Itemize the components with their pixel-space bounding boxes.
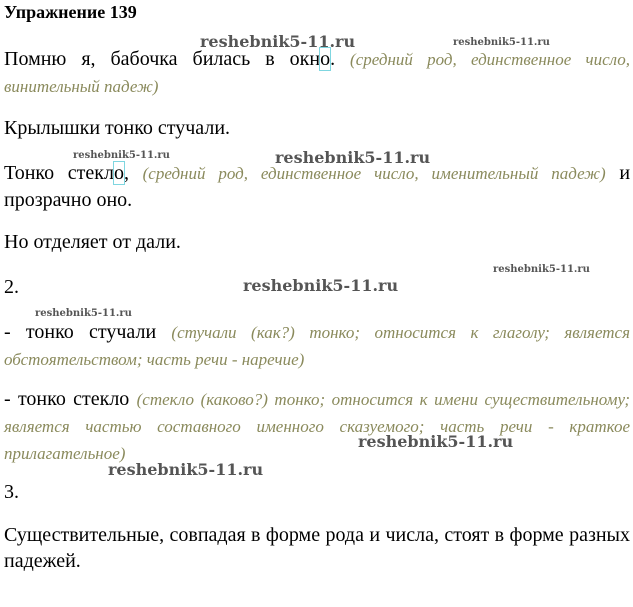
paragraph-5: - тонко стучали (стучали (как?) тонко; относится к глаголу; является обстоятельством; часть речи - наречие) <box>4 321 631 369</box>
watermark: reshebnik5-11.ru <box>200 32 356 51</box>
watermark: reshebnik5-11.ru <box>35 308 132 319</box>
watermark: reshebnik5-11.ru <box>243 276 399 295</box>
paragraph-2: Крылышки тонко стучали. <box>4 117 231 139</box>
watermark: reshebnik5-11.ru <box>453 37 550 48</box>
highlighted-ending: о <box>320 48 331 70</box>
exercise-title: Упражнение 139 <box>4 2 137 22</box>
watermark: reshebnik5-11.ru <box>275 148 431 167</box>
paragraph-4: Но отделяет от дали. <box>4 231 181 253</box>
item-number-2: 2. <box>4 276 19 298</box>
paragraph-3: Тонко стекло, (средний род, единственное число, именительный падеж) и прозрачно оно. <box>4 162 631 211</box>
paragraph-7: Существительные, совпадая в форме рода и числа, стоят в форме разных падежей. <box>4 524 630 572</box>
grammar-note: (стучали (как?) тонко; относится к глаголу; является обстоятельством; часть речи - наречие) <box>4 323 631 369</box>
grammar-note: (стекло (каково?) тонко; относится к имени существительному; является частью составного именного сказуемого; часть речи - краткое прилагательное) <box>4 390 631 463</box>
paragraph-6: - тонко стекло (стекло (каково?) тонко; относится к имени существительному; является частью составного именного сказуемого; часть речи - краткое прилагательное) <box>4 388 631 463</box>
highlighted-ending: о <box>113 162 124 184</box>
grammar-note: (средний род, единственное число, именительный падеж) <box>142 164 606 183</box>
watermark: reshebnik5-11.ru <box>493 264 590 275</box>
paragraph-1: Помню я, бабочка билась в окно. (средний род, единственное число, винительный падеж) <box>4 48 631 96</box>
grammar-note: (средний род, единственное число, винительный падеж) <box>4 50 631 96</box>
watermark: reshebnik5-11.ru <box>73 150 170 161</box>
item-number-3: 3. <box>4 481 19 503</box>
watermark: reshebnik5-11.ru <box>108 460 264 479</box>
watermark: reshebnik5-11.ru <box>358 432 514 451</box>
